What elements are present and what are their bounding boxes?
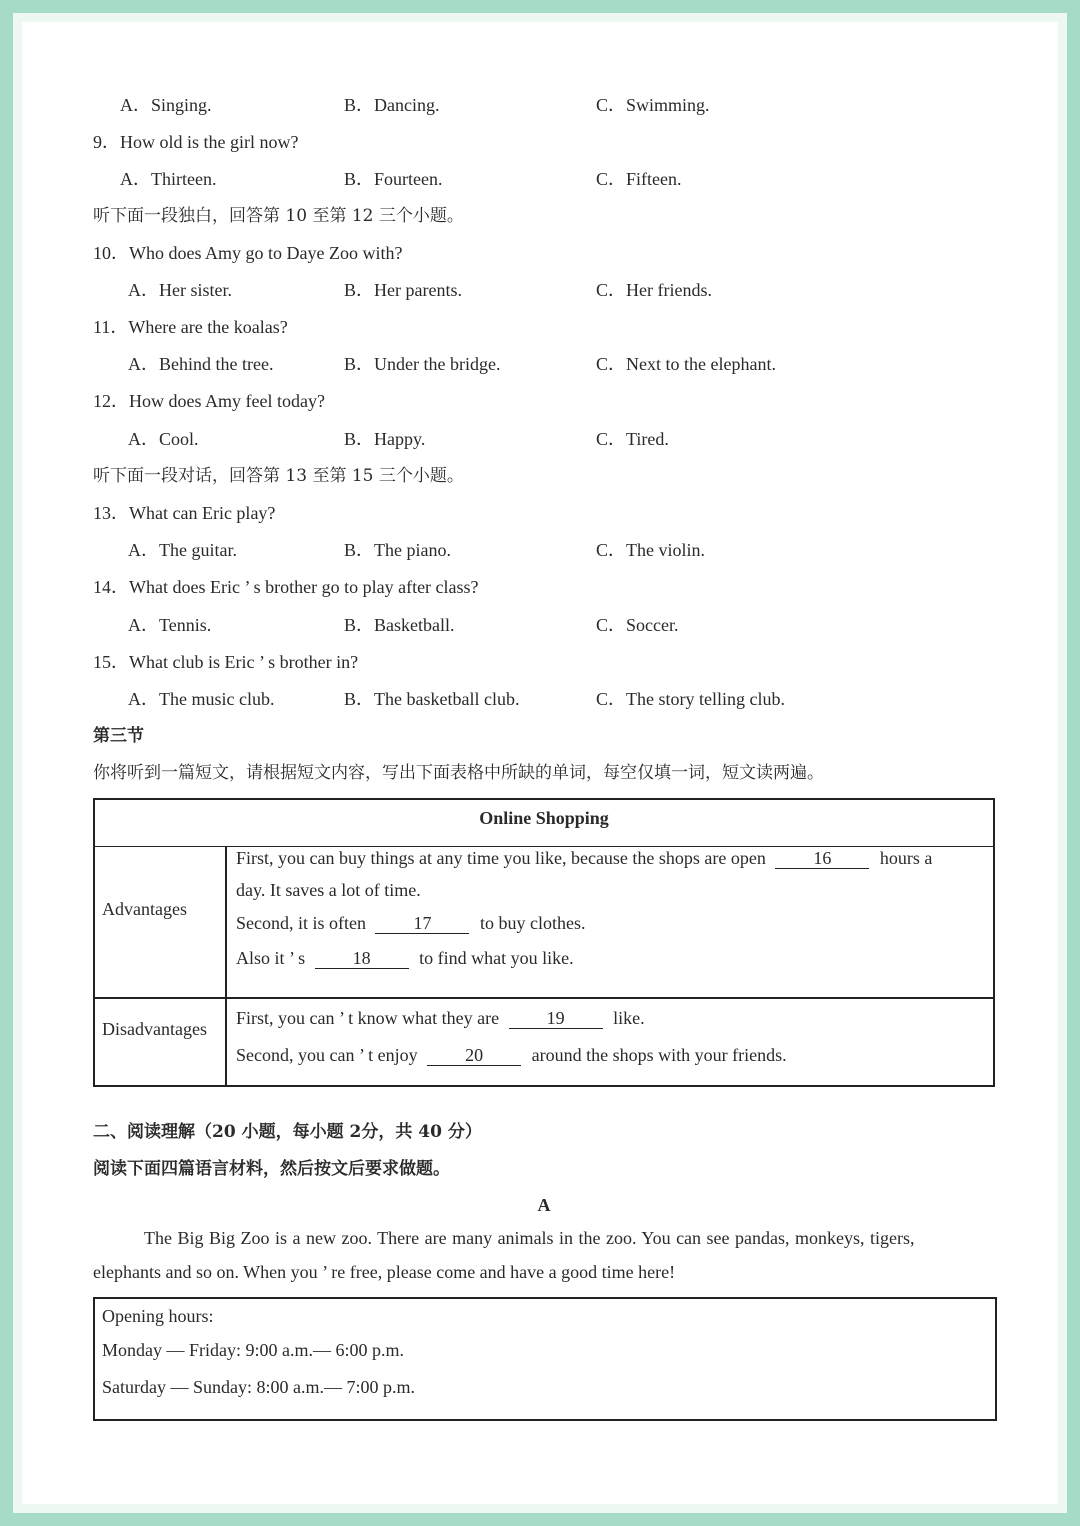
blank-18: 18	[315, 948, 409, 969]
section3-title: 第三节	[93, 726, 144, 746]
adv-line-1	[236, 847, 932, 869]
part2-title: 二、阅读理解（20 小题，每小题 2分，共 40 分）	[93, 1122, 482, 1142]
adv-line-2: day. It saves a lot of time.	[236, 880, 421, 900]
q12-question: 12．How does Amy feel today?	[93, 391, 325, 411]
passage-a-label: A	[537, 1195, 551, 1215]
q14-question: 14．What does Eric ’ s brother go to play after class?	[93, 577, 479, 597]
adv-line-3	[236, 912, 585, 934]
q9-question: 9．How old is the girl now?	[93, 132, 299, 152]
q9-option-b: B．Fourteen.	[344, 169, 443, 189]
q13-option-b: B．The piano.	[344, 540, 451, 560]
blank-17: 17	[375, 913, 469, 934]
adv-line-3-text: Second, it is often	[236, 913, 366, 933]
table-title: Online Shopping	[479, 808, 609, 828]
adv-line-1-end: hours a	[879, 848, 933, 868]
q10-option-a: A．Her sister.	[128, 280, 232, 300]
disadvantages-label: Disadvantages	[102, 1019, 207, 1039]
q14-option-c: C．Soccer.	[596, 615, 679, 635]
opening-hours-weekend: Saturday — Sunday: 8:00 a.m.— 7:00 p.m.	[102, 1377, 415, 1397]
blank-16: 16	[775, 848, 869, 869]
adv-line-3-end: to buy clothes.	[479, 913, 586, 933]
adv-line-4	[236, 947, 574, 969]
q15-question: 15．What club is Eric ’ s brother in?	[93, 652, 359, 672]
q9-option-c: C．Fifteen.	[596, 169, 682, 189]
q10-question: 10．Who does Amy go to Daye Zoo with?	[93, 243, 403, 263]
q8-option-c: C．Swimming.	[596, 95, 710, 115]
q9-option-a: A．Thirteen.	[120, 169, 217, 189]
part2-instruction: 阅读下面四篇语言材料，然后按文后要求做题。	[93, 1159, 450, 1179]
disadv-line-1-end: like.	[613, 1008, 645, 1028]
section3-instruction: 你将听到一篇短文，请根据短文内容，写出下面表格中所缺的单词，每空仅填一词，短文读两遍。	[93, 763, 824, 783]
q8-option-a: A．Singing.	[120, 95, 212, 115]
q14-option-a: A．Tennis.	[128, 615, 212, 635]
blank-20: 20	[427, 1045, 521, 1066]
q15-option-a: A．The music club.	[128, 689, 275, 709]
q13-option-c: C．The violin.	[596, 540, 705, 560]
q15-option-b: B．The basketball club.	[344, 689, 520, 709]
passage-a-line-2: elephants and so on. When you ’ re free, please come and have a good time here!	[93, 1262, 676, 1282]
q10-option-b: B．Her parents.	[344, 280, 462, 300]
adv-line-1-text: First, you can buy things at any time you like, because the shops are open	[236, 848, 766, 868]
q14-option-b: B．Basketball.	[344, 615, 455, 635]
q11-option-b: B．Under the bridge.	[344, 354, 501, 374]
disadv-line-2-end: around the shops with your friends.	[531, 1045, 787, 1065]
q15-option-c: C．The story telling club.	[596, 689, 785, 709]
q11-option-a: A．Behind the tree.	[128, 354, 274, 374]
disadv-line-1-text: First, you can ’ t know what they are	[236, 1008, 500, 1028]
instruction-dialogue: 听下面一段对话，回答第 13 至第 15 三个小题。	[93, 466, 464, 486]
q12-option-a: A．Cool.	[128, 429, 199, 449]
q10-option-c: C．Her friends.	[596, 280, 712, 300]
q13-question: 13．What can Eric play?	[93, 503, 276, 523]
opening-hours-weekday: Monday — Friday: 9:00 a.m.— 6:00 p.m.	[102, 1340, 404, 1360]
disadv-line-2	[236, 1044, 787, 1066]
opening-hours-title: Opening hours:	[102, 1306, 214, 1326]
q8-option-b: B．Dancing.	[344, 95, 440, 115]
advantages-label: Advantages	[102, 899, 187, 919]
instruction-monologue: 听下面一段独白，回答第 10 至第 12 三个小题。	[93, 206, 464, 226]
q13-option-a: A．The guitar.	[128, 540, 237, 560]
disadv-line-1	[236, 1007, 645, 1029]
disadv-line-2-text: Second, you can ’ t enjoy	[236, 1045, 418, 1065]
q12-option-c: C．Tired.	[596, 429, 669, 449]
blank-19: 19	[509, 1008, 603, 1029]
adv-line-4-end: to find what you like.	[419, 948, 574, 968]
q11-question: 11．Where are the koalas?	[93, 317, 288, 337]
q12-option-b: B．Happy.	[344, 429, 426, 449]
q11-option-c: C．Next to the elephant.	[596, 354, 776, 374]
passage-a-line-1: The Big Big Zoo is a new zoo. There are many animals in the zoo. You can see pandas, monkeys, tigers,	[144, 1228, 915, 1248]
adv-line-4-text: Also it ’ s	[236, 948, 306, 968]
